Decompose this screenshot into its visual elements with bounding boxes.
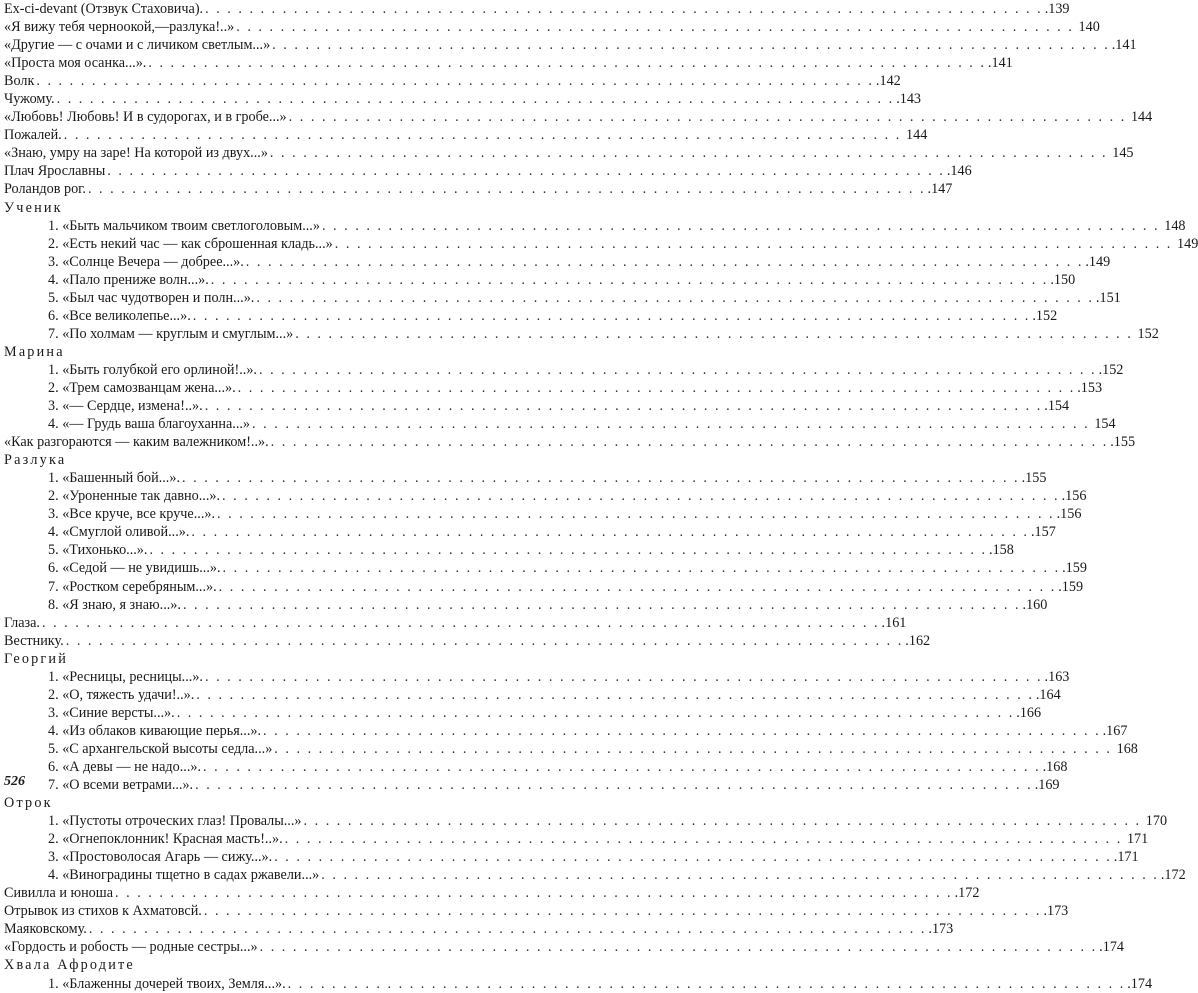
dot-leader xyxy=(246,253,1084,271)
dot-leader xyxy=(182,469,1020,487)
dot-leader xyxy=(191,523,1029,541)
toc-entry-title: Отрывок из стихов к Ахматовсй. xyxy=(4,903,202,920)
toc-entry xyxy=(4,884,980,902)
toc-entry-page: .159 xyxy=(1058,578,1084,595)
toc-entry-title: «Я вижу тебя черноокой,—разлука!..» xyxy=(4,19,235,36)
toc-entry xyxy=(4,126,928,144)
dot-leader xyxy=(260,938,1098,956)
toc-entry xyxy=(4,433,1136,451)
toc-entry-title: Роландов рог. xyxy=(4,181,86,198)
toc-entry-title: Вестнику. xyxy=(4,632,64,649)
toc-entry-page: 144 xyxy=(906,127,928,144)
toc-entry-page: .166 xyxy=(1016,704,1042,721)
toc-entry-title: 4. «Из облаков кивающие перья...». xyxy=(48,722,262,739)
toc-entry-title: 6. «А девы — не надо...». xyxy=(48,758,202,775)
toc-entry-title: Плач Ярославны xyxy=(4,163,106,180)
toc-entry-title: Чужому. xyxy=(4,91,55,108)
toc-entry-title: «Проста моя осанка...». xyxy=(4,55,147,72)
toc-entry-page: .172 xyxy=(1160,867,1186,884)
toc-entry-page: .171 xyxy=(1113,849,1139,866)
dot-leader xyxy=(289,108,1127,126)
toc-entry-title: 3. «Все круче, все круче...». xyxy=(48,506,216,523)
toc-entry xyxy=(4,505,1082,523)
toc-entry-page: .151 xyxy=(1095,289,1121,306)
toc-entry xyxy=(4,848,1139,866)
toc-entry-page: .146 xyxy=(946,163,972,180)
toc-entry xyxy=(4,975,1153,993)
toc-entry-title: 7. «Ростком серебряным...». xyxy=(48,578,217,595)
toc-entry-title: 3. «Солнце Вечера — добрее...». xyxy=(48,253,244,270)
toc-section-heading xyxy=(4,650,446,668)
toc-entry-title: Разлука xyxy=(4,452,67,469)
toc-entry-page: .149 xyxy=(1085,253,1111,270)
toc-entry-page: 140 xyxy=(1078,19,1100,36)
toc-entry-title: 2. «О, тяжесть удачи!..». xyxy=(48,686,195,703)
dot-leader xyxy=(57,90,895,108)
toc-entry-page: .141 xyxy=(1111,37,1137,54)
toc-entry xyxy=(4,54,1013,72)
toc-entry-title: Георгий xyxy=(4,650,69,667)
toc-entry-page: .154 xyxy=(1044,398,1070,415)
dot-leader xyxy=(217,505,1055,523)
toc-entry-title: 5. «Был час чудотворен и полн...». xyxy=(48,289,255,306)
toc-entry-page: .173 xyxy=(928,921,954,938)
dot-leader xyxy=(263,722,1101,740)
dot-leader xyxy=(259,361,1097,379)
toc-entry-page: .160 xyxy=(1022,596,1048,613)
toc-entry xyxy=(4,523,1056,541)
toc-section-heading xyxy=(4,956,446,974)
toc-entry-page: .147 xyxy=(927,181,953,198)
toc-entry-title: 1. «Башенный бой...». xyxy=(48,470,180,487)
toc-entry-page: .143 xyxy=(896,91,922,108)
toc-entry xyxy=(4,397,1070,415)
toc-entry-title: 3. «— Сердце, измена!..». xyxy=(48,398,203,415)
toc-entry-title: Марина xyxy=(4,343,65,360)
toc-entry-title: 6. «Все великолепье...». xyxy=(48,307,191,324)
toc-entry-title: Ex-ci-devant (Отзвук Стаховича). xyxy=(4,1,204,17)
toc-entry-page: 170 xyxy=(1145,813,1168,830)
toc-entry xyxy=(4,866,1186,884)
toc-entry xyxy=(4,217,1186,235)
toc-entry xyxy=(4,722,1128,740)
toc-entry-page: .157 xyxy=(1030,524,1056,541)
toc-entry-page: .152 xyxy=(1098,361,1124,378)
dot-leader xyxy=(195,776,1033,794)
toc-entry-title: 4. «— Грудь ваша благоуханна...» xyxy=(48,416,251,433)
toc-section-heading xyxy=(4,199,446,217)
toc-entry xyxy=(4,704,1042,722)
toc-entry-title: 1. «Быть мальчиком твоим светлоголовым...» xyxy=(48,217,320,234)
toc-entry xyxy=(4,180,953,198)
toc-entry xyxy=(4,776,1060,794)
toc-entry-title: 1. «Ресницы, ресницы...». xyxy=(48,668,203,685)
toc-entry xyxy=(4,18,1100,36)
dot-leader xyxy=(42,614,880,632)
dot-leader xyxy=(177,704,1015,722)
toc-entry xyxy=(4,379,1103,397)
dot-leader xyxy=(193,307,1031,325)
toc-entry xyxy=(4,632,931,650)
toc-entry-page: .174 xyxy=(1127,975,1153,992)
toc-entry-page: 145 xyxy=(1112,145,1134,162)
toc-entry-page: .163 xyxy=(1044,668,1070,685)
toc-entry xyxy=(4,36,1137,54)
dot-leader xyxy=(88,180,926,198)
dot-leader xyxy=(196,686,1034,704)
toc-entry xyxy=(4,415,1116,433)
toc-entry-title: Пожалей. xyxy=(4,127,62,144)
toc-entry xyxy=(4,541,1014,559)
toc-entry-page: .161 xyxy=(881,614,907,631)
dot-leader xyxy=(205,668,1043,686)
toc-entry-title: 1. «Пустоты отроческих глаз! Провалы...» xyxy=(48,813,302,830)
toc-section-heading xyxy=(4,794,446,812)
toc-entry-page: .162 xyxy=(905,632,931,649)
dot-leader xyxy=(256,289,1094,307)
dot-leader xyxy=(204,902,1042,920)
toc-entry xyxy=(4,559,1087,577)
toc-entry-page: .174 xyxy=(1099,939,1124,956)
toc-entry-title: 3. «Синие версты...». xyxy=(48,704,175,721)
dot-leader xyxy=(64,126,902,144)
toc-entry-page: 168 xyxy=(1116,740,1138,757)
toc-entry-page: 144 xyxy=(1130,109,1153,126)
dot-leader xyxy=(322,217,1160,235)
dot-leader xyxy=(321,866,1159,884)
toc-entry-page: .156 xyxy=(1061,488,1087,505)
toc-entry-page: 154 xyxy=(1094,416,1116,433)
table-of-contents xyxy=(4,0,1198,993)
toc-entry-page: .168 xyxy=(1042,758,1068,775)
dot-leader xyxy=(271,433,1109,451)
dot-leader xyxy=(222,487,1060,505)
toc-entry-title: 2. «Трем самозванцам жена...». xyxy=(48,379,236,396)
toc-entry-page: 152 xyxy=(1137,325,1159,342)
dot-leader xyxy=(223,559,1061,577)
toc-entry-title: Хвала Афродите xyxy=(4,957,135,974)
toc-entry-title: 4. «Смуглой оливой...». xyxy=(48,524,190,541)
toc-entry-title: 1. «Блаженны дочерей твоих, Земля...». xyxy=(48,975,286,992)
toc-entry xyxy=(4,740,1138,758)
toc-entry xyxy=(4,271,1076,289)
dot-leader xyxy=(238,379,1076,397)
toc-entry-title: Глаза. xyxy=(4,614,40,631)
toc-entry-title: Сивилла и юноша xyxy=(4,885,113,902)
toc-entry xyxy=(4,902,1069,920)
dot-leader xyxy=(236,18,1074,36)
page-number: 526 xyxy=(4,774,25,789)
toc-entry-page: .153 xyxy=(1077,379,1103,396)
toc-entry-title: Волк xyxy=(4,73,35,90)
toc-entry-page: .155 xyxy=(1021,470,1047,487)
toc-entry-title: 3. «Простоволосая Агарь — сижу...». xyxy=(48,849,273,866)
dot-leader xyxy=(272,36,1110,54)
toc-section-heading xyxy=(4,343,446,361)
toc-entry-title: «Гордость и робость — родные сестры...» xyxy=(4,939,258,956)
toc-entry xyxy=(4,0,1070,18)
toc-entry-page: .169 xyxy=(1034,777,1060,794)
toc-entry-title: 7. «О всеми ветрами...». xyxy=(48,777,194,794)
toc-entry-title: Маяковскому. xyxy=(4,921,87,938)
toc-entry-title: Отрок xyxy=(4,795,53,812)
toc-entry xyxy=(4,812,1168,830)
dot-leader xyxy=(36,72,874,90)
toc-section-heading xyxy=(4,451,446,469)
toc-entry xyxy=(4,614,907,632)
dot-leader xyxy=(285,830,1123,848)
toc-entry-page: .159 xyxy=(1062,560,1087,577)
toc-entry xyxy=(4,758,1068,776)
toc-entry xyxy=(4,596,1048,614)
toc-entry-page: .139 xyxy=(1044,1,1070,17)
dot-leader xyxy=(274,848,1112,866)
toc-entry-title: 2. «Уроненные так давно...». xyxy=(48,488,221,505)
dot-leader xyxy=(335,235,1173,253)
toc-entry xyxy=(4,162,972,180)
dot-leader xyxy=(148,54,986,72)
toc-entry-title: 4. «Виноградины тщетно в садах ржавели...» xyxy=(48,867,320,884)
toc-entry-page: .152 xyxy=(1032,307,1058,324)
toc-entry-page: .156 xyxy=(1056,506,1082,523)
dot-leader xyxy=(219,578,1057,596)
toc-entry xyxy=(4,487,1087,505)
dot-leader xyxy=(274,740,1112,758)
toc-entry-page: 148 xyxy=(1164,217,1186,234)
toc-entry xyxy=(4,289,1121,307)
toc-entry-title: 2. «Есть некий час — как сброшенная кладь...» xyxy=(48,235,333,252)
toc-entry-page: .155 xyxy=(1110,434,1136,451)
toc-entry xyxy=(4,235,1198,253)
dot-leader xyxy=(211,271,1049,289)
toc-entry-page: .164 xyxy=(1035,686,1061,703)
toc-entry-title: «Любовь! Любовь! И в судорогах, и в гробе...» xyxy=(4,109,287,126)
toc-entry xyxy=(4,90,922,108)
toc-entry xyxy=(4,72,901,90)
dot-leader xyxy=(270,144,1108,162)
toc-entry-page: .167 xyxy=(1102,722,1128,739)
dot-leader xyxy=(203,758,1041,776)
toc-entry xyxy=(4,686,1061,704)
toc-entry xyxy=(4,325,1159,343)
toc-entry xyxy=(4,938,1124,956)
toc-entry-title: 2. «Огнепоклонник! Красная масть!..». xyxy=(48,831,283,848)
toc-entry-page: .141 xyxy=(987,55,1013,72)
toc-entry-title: 5. «С архангельской высоты седла...» xyxy=(48,740,273,757)
dot-leader xyxy=(288,975,1126,993)
toc-entry xyxy=(4,469,1047,487)
toc-entry-title: 4. «Пало прениже волн...». xyxy=(48,271,209,288)
toc-entry-page: .158 xyxy=(989,542,1014,559)
toc-entry-title: 1. «Быть голубкой его орлиной!..». xyxy=(48,361,257,378)
dot-leader xyxy=(149,541,987,559)
dot-leader xyxy=(205,0,1043,18)
toc-entry xyxy=(4,920,954,938)
toc-entry-title: «Знаю, умру на заре! На которой из двух...» xyxy=(4,145,268,162)
toc-entry-page: .172 xyxy=(954,885,980,902)
toc-entry xyxy=(4,361,1124,379)
toc-entry xyxy=(4,307,1058,325)
toc-entry-title: 7. «По холмам — круглым и смуглым...» xyxy=(48,325,294,342)
toc-entry xyxy=(4,253,1111,271)
dot-leader xyxy=(295,325,1133,343)
toc-entry-title: 8. «Я знаю, я знаю...». xyxy=(48,596,181,613)
toc-entry-title: «Как разгораются — каким валежником!..». xyxy=(4,434,269,451)
dot-leader xyxy=(66,632,904,650)
toc-entry-page: .150 xyxy=(1050,271,1076,288)
dot-leader xyxy=(115,884,953,902)
dot-leader xyxy=(89,920,927,938)
dot-leader xyxy=(304,812,1142,830)
toc-entry-title: «Другие — с очами и с личиком светлым...» xyxy=(4,37,271,54)
toc-entry-title: 6. «Седой — не увидишь...». xyxy=(48,560,221,577)
toc-entry-title: Ученик xyxy=(4,199,63,216)
toc-entry-title: 5. «Тихонько...». xyxy=(48,542,148,559)
toc-entry-page: .142 xyxy=(875,73,901,90)
toc-entry xyxy=(4,578,1084,596)
toc-entry xyxy=(4,108,1153,126)
dot-leader xyxy=(183,596,1021,614)
dot-leader xyxy=(252,415,1090,433)
toc-entry xyxy=(4,830,1149,848)
dot-leader xyxy=(107,162,945,180)
toc-entry-page: .173 xyxy=(1043,903,1069,920)
toc-entry xyxy=(4,668,1070,686)
toc-entry-page: 149 xyxy=(1177,235,1198,252)
dot-leader xyxy=(205,397,1043,415)
toc-entry-page: 171 xyxy=(1126,831,1149,848)
toc-entry xyxy=(4,144,1134,162)
